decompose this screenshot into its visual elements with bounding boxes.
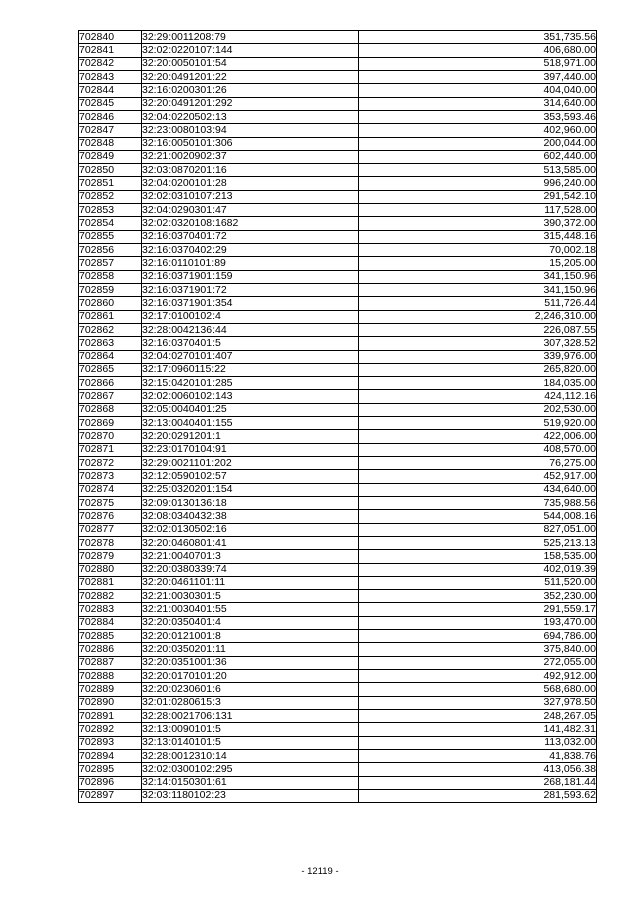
table-row [79, 576, 597, 589]
table-row [79, 470, 597, 483]
cadastral-number-cell: 32:14:0150301:61 [142, 776, 359, 789]
row-id-cell: 702856 [79, 244, 142, 257]
amount-cell: 307,328.52 [359, 337, 597, 350]
amount-cell: 117,528.00 [359, 204, 597, 217]
row-id-cell: 702867 [79, 390, 142, 403]
row-id-cell: 702859 [79, 283, 142, 296]
amount-cell: 827,051.00 [359, 523, 597, 536]
amount-cell: 15,205.00 [359, 257, 597, 270]
table-row [79, 164, 597, 177]
amount-cell: 434,640.00 [359, 483, 597, 496]
cadastral-number-cell: 32:23:0170104:91 [142, 443, 359, 456]
amount-cell: 397,440.00 [359, 70, 597, 83]
table-row [79, 496, 597, 509]
table-row [79, 457, 597, 470]
row-id-cell: 702884 [79, 616, 142, 629]
amount-cell: 408,570.00 [359, 443, 597, 456]
amount-cell: 113,032.00 [359, 736, 597, 749]
cadastral-number-cell: 32:02:0130502:16 [142, 523, 359, 536]
row-id-cell: 702875 [79, 496, 142, 509]
amount-cell: 353,593.46 [359, 110, 597, 123]
row-id-cell: 702853 [79, 204, 142, 217]
table-row [79, 590, 597, 603]
amount-cell: 268,181.44 [359, 776, 597, 789]
row-id-cell: 702889 [79, 683, 142, 696]
row-id-cell: 702885 [79, 630, 142, 643]
table-row [79, 257, 597, 270]
cadastral-number-cell: 32:20:0461101:11 [142, 576, 359, 589]
table-row [79, 403, 597, 416]
cadastral-number-cell: 32:09:0130136:18 [142, 496, 359, 509]
table-row [79, 430, 597, 443]
table-row [79, 70, 597, 83]
cadastral-number-cell: 32:20:0050101:54 [142, 57, 359, 70]
row-id-cell: 702874 [79, 483, 142, 496]
cadastral-number-cell: 32:04:0270101:407 [142, 350, 359, 363]
cadastral-number-cell: 32:20:0230601:6 [142, 683, 359, 696]
table-row [79, 350, 597, 363]
amount-cell: 2,246,310.00 [359, 310, 597, 323]
amount-cell: 70,002.18 [359, 244, 597, 257]
row-id-cell: 702876 [79, 510, 142, 523]
row-id-cell: 702846 [79, 110, 142, 123]
row-id-cell: 702840 [79, 31, 142, 44]
table-row [79, 84, 597, 97]
table-row [79, 310, 597, 323]
table-row [79, 510, 597, 523]
table-row [79, 723, 597, 736]
cadastral-number-cell: 32:02:0320108:1682 [142, 217, 359, 230]
cadastral-number-cell: 32:16:0370401:5 [142, 337, 359, 350]
cadastral-number-cell: 32:28:0042136:44 [142, 323, 359, 336]
amount-cell: 404,040.00 [359, 84, 597, 97]
amount-cell: 519,920.00 [359, 417, 597, 430]
row-id-cell: 702857 [79, 257, 142, 270]
table-row [79, 323, 597, 336]
amount-cell: 200,044.00 [359, 137, 597, 150]
cadastral-number-cell: 32:03:1180102:23 [142, 789, 359, 802]
table-row [79, 270, 597, 283]
table-row [79, 363, 597, 376]
table-row [79, 656, 597, 669]
cadastral-number-cell: 32:16:0050101:306 [142, 137, 359, 150]
row-id-cell: 702886 [79, 643, 142, 656]
table-row [79, 736, 597, 749]
row-id-cell: 702893 [79, 736, 142, 749]
row-id-cell: 702862 [79, 323, 142, 336]
row-id-cell: 702870 [79, 430, 142, 443]
row-id-cell: 702842 [79, 57, 142, 70]
row-id-cell: 702852 [79, 190, 142, 203]
row-id-cell: 702883 [79, 603, 142, 616]
cadastral-number-cell: 32:17:0100102:4 [142, 310, 359, 323]
row-id-cell: 702897 [79, 789, 142, 802]
table-row [79, 110, 597, 123]
table-row [79, 337, 597, 350]
table-row [79, 230, 597, 243]
row-id-cell: 702882 [79, 590, 142, 603]
cadastral-number-cell: 32:23:0080103:94 [142, 124, 359, 137]
row-id-cell: 702845 [79, 97, 142, 110]
table-row [79, 443, 597, 456]
row-id-cell: 702891 [79, 709, 142, 722]
cadastral-number-cell: 32:21:0020902:37 [142, 150, 359, 163]
amount-cell: 281,593.62 [359, 789, 597, 802]
amount-cell: 341,150.96 [359, 270, 597, 283]
table-row [79, 31, 597, 44]
cadastral-number-cell: 32:12:0590102:57 [142, 470, 359, 483]
cadastral-number-cell: 32:20:0170101:20 [142, 670, 359, 683]
amount-cell: 341,150.96 [359, 283, 597, 296]
amount-cell: 351,735.56 [359, 31, 597, 44]
row-id-cell: 702873 [79, 470, 142, 483]
table-row [79, 670, 597, 683]
table-row [79, 776, 597, 789]
table-row [79, 696, 597, 709]
row-id-cell: 702868 [79, 403, 142, 416]
row-id-cell: 702858 [79, 270, 142, 283]
table-row [79, 297, 597, 310]
table-row [79, 550, 597, 563]
table-row [79, 377, 597, 390]
amount-cell: 511,520.00 [359, 576, 597, 589]
amount-cell: 291,559.17 [359, 603, 597, 616]
amount-cell: 272,055.00 [359, 656, 597, 669]
amount-cell: 314,640.00 [359, 97, 597, 110]
table-row [79, 150, 597, 163]
amount-cell: 184,035.00 [359, 377, 597, 390]
cadastral-number-cell: 32:17:0960115:22 [142, 363, 359, 376]
amount-cell: 41,838.76 [359, 749, 597, 762]
amount-cell: 402,019.39 [359, 563, 597, 576]
row-id-cell: 702892 [79, 723, 142, 736]
cadastral-number-cell: 32:15:0420101:285 [142, 377, 359, 390]
amount-cell: 422,006.00 [359, 430, 597, 443]
row-id-cell: 702871 [79, 443, 142, 456]
table-row [79, 483, 597, 496]
cadastral-number-cell: 32:16:0371901:354 [142, 297, 359, 310]
table-row [79, 44, 597, 57]
cadastral-number-cell: 32:16:0371901:159 [142, 270, 359, 283]
amount-cell: 226,087.55 [359, 323, 597, 336]
cadastral-number-cell: 32:13:0040401:155 [142, 417, 359, 430]
cadastral-number-cell: 32:20:0491201:292 [142, 97, 359, 110]
row-id-cell: 702865 [79, 363, 142, 376]
row-id-cell: 702841 [79, 44, 142, 57]
cadastral-number-cell: 32:16:0110101:89 [142, 257, 359, 270]
amount-cell: 315,448.16 [359, 230, 597, 243]
table-row [79, 616, 597, 629]
table-row [79, 603, 597, 616]
row-id-cell: 702869 [79, 417, 142, 430]
cadastral-number-cell: 32:20:0491201:22 [142, 70, 359, 83]
amount-cell: 202,530.00 [359, 403, 597, 416]
cadastral-number-cell: 32:20:0350401:4 [142, 616, 359, 629]
cadastral-number-cell: 32:16:0370401:72 [142, 230, 359, 243]
amount-cell: 513,585.00 [359, 164, 597, 177]
amount-cell: 158,535.00 [359, 550, 597, 563]
row-id-cell: 702850 [79, 164, 142, 177]
amount-cell: 141,482.31 [359, 723, 597, 736]
amount-cell: 735,988.56 [359, 496, 597, 509]
registry-table [78, 30, 597, 803]
row-id-cell: 702854 [79, 217, 142, 230]
cadastral-number-cell: 32:02:0310107:213 [142, 190, 359, 203]
amount-cell: 518,971.00 [359, 57, 597, 70]
cadastral-number-cell: 32:16:0200301:26 [142, 84, 359, 97]
table-row [79, 190, 597, 203]
amount-cell: 248,267.05 [359, 709, 597, 722]
amount-cell: 339,976.00 [359, 350, 597, 363]
table-row [79, 643, 597, 656]
cadastral-number-cell: 32:29:0021101:202 [142, 457, 359, 470]
cadastral-number-cell: 32:20:0291201:1 [142, 430, 359, 443]
row-id-cell: 702844 [79, 84, 142, 97]
cadastral-number-cell: 32:13:0090101:5 [142, 723, 359, 736]
cadastral-number-cell: 32:20:0350201:11 [142, 643, 359, 656]
cadastral-number-cell: 32:28:0012310:14 [142, 749, 359, 762]
cadastral-number-cell: 32:04:0220502:13 [142, 110, 359, 123]
row-id-cell: 702864 [79, 350, 142, 363]
row-id-cell: 702877 [79, 523, 142, 536]
row-id-cell: 702849 [79, 150, 142, 163]
amount-cell: 525,213.13 [359, 536, 597, 549]
row-id-cell: 702861 [79, 310, 142, 323]
amount-cell: 193,470.00 [359, 616, 597, 629]
amount-cell: 352,230.00 [359, 590, 597, 603]
cadastral-number-cell: 32:08:0340432:38 [142, 510, 359, 523]
amount-cell: 406,680.00 [359, 44, 597, 57]
row-id-cell: 702851 [79, 177, 142, 190]
cadastral-number-cell: 32:04:0200101:28 [142, 177, 359, 190]
table-row [79, 683, 597, 696]
table-row [79, 536, 597, 549]
cadastral-number-cell: 32:20:0121001:8 [142, 630, 359, 643]
cadastral-number-cell: 32:29:0011208:79 [142, 31, 359, 44]
table-row [79, 749, 597, 762]
table-row [79, 709, 597, 722]
table-row [79, 630, 597, 643]
row-id-cell: 702848 [79, 137, 142, 150]
row-id-cell: 702894 [79, 749, 142, 762]
row-id-cell: 702887 [79, 656, 142, 669]
page-number: - 12119 - [301, 866, 339, 877]
row-id-cell: 702878 [79, 536, 142, 549]
table-row [79, 283, 597, 296]
amount-cell: 390,372.00 [359, 217, 597, 230]
table-row [79, 97, 597, 110]
amount-cell: 424,112.16 [359, 390, 597, 403]
cadastral-number-cell: 32:03:0870201:16 [142, 164, 359, 177]
amount-cell: 76,275.00 [359, 457, 597, 470]
cadastral-number-cell: 32:02:0060102:143 [142, 390, 359, 403]
amount-cell: 996,240.00 [359, 177, 597, 190]
cadastral-number-cell: 32:21:0030401:55 [142, 603, 359, 616]
table-row [79, 523, 597, 536]
cadastral-number-cell: 32:20:0460801:41 [142, 536, 359, 549]
row-id-cell: 702896 [79, 776, 142, 789]
cadastral-number-cell: 32:04:0290301:47 [142, 204, 359, 217]
amount-cell: 402,960.00 [359, 124, 597, 137]
cadastral-number-cell: 32:20:0351001:36 [142, 656, 359, 669]
table-row [79, 177, 597, 190]
row-id-cell: 702855 [79, 230, 142, 243]
row-id-cell: 702895 [79, 763, 142, 776]
amount-cell: 602,440.00 [359, 150, 597, 163]
row-id-cell: 702847 [79, 124, 142, 137]
row-id-cell: 702888 [79, 670, 142, 683]
row-id-cell: 702860 [79, 297, 142, 310]
row-id-cell: 702863 [79, 337, 142, 350]
amount-cell: 291,542.10 [359, 190, 597, 203]
amount-cell: 265,820.00 [359, 363, 597, 376]
cadastral-number-cell: 32:28:0021706:131 [142, 709, 359, 722]
cadastral-number-cell: 32:02:0300102:295 [142, 763, 359, 776]
cadastral-number-cell: 32:16:0370402:29 [142, 244, 359, 257]
table-row [79, 789, 597, 802]
row-id-cell: 702879 [79, 550, 142, 563]
row-id-cell: 702872 [79, 457, 142, 470]
registry-table-body [79, 31, 597, 803]
amount-cell: 492,912.00 [359, 670, 597, 683]
table-row [79, 217, 597, 230]
table-row [79, 204, 597, 217]
table-row [79, 124, 597, 137]
cadastral-number-cell: 32:16:0371901:72 [142, 283, 359, 296]
row-id-cell: 702843 [79, 70, 142, 83]
table-row [79, 417, 597, 430]
row-id-cell: 702880 [79, 563, 142, 576]
table-row [79, 137, 597, 150]
table-row [79, 763, 597, 776]
table-row [79, 390, 597, 403]
cadastral-number-cell: 32:20:0380339:74 [142, 563, 359, 576]
amount-cell: 568,680.00 [359, 683, 597, 696]
cadastral-number-cell: 32:02:0220107:144 [142, 44, 359, 57]
cadastral-number-cell: 32:21:0030301:5 [142, 590, 359, 603]
cadastral-number-cell: 32:21:0040701:3 [142, 550, 359, 563]
amount-cell: 327,978.50 [359, 696, 597, 709]
amount-cell: 544,008.16 [359, 510, 597, 523]
cadastral-number-cell: 32:25:0320201:154 [142, 483, 359, 496]
table-row [79, 563, 597, 576]
row-id-cell: 702866 [79, 377, 142, 390]
table-row [79, 244, 597, 257]
amount-cell: 375,840.00 [359, 643, 597, 656]
cadastral-number-cell: 32:01:0280615:3 [142, 696, 359, 709]
cadastral-number-cell: 32:13:0140101:5 [142, 736, 359, 749]
amount-cell: 511,726.44 [359, 297, 597, 310]
row-id-cell: 702890 [79, 696, 142, 709]
table-row [79, 57, 597, 70]
amount-cell: 694,786.00 [359, 630, 597, 643]
row-id-cell: 702881 [79, 576, 142, 589]
amount-cell: 452,917.00 [359, 470, 597, 483]
cadastral-number-cell: 32:05:0040401:25 [142, 403, 359, 416]
amount-cell: 413,056.38 [359, 763, 597, 776]
